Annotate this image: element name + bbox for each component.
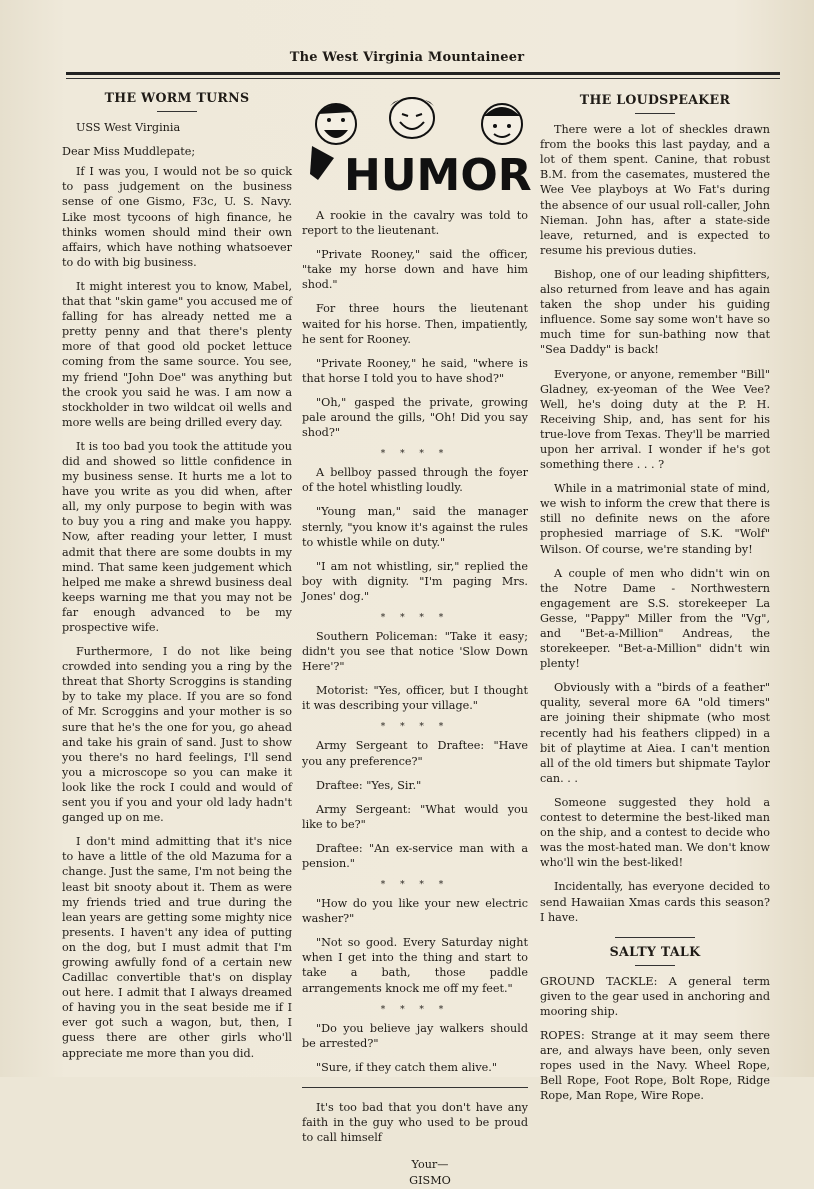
signature-block (332, 1157, 528, 1189)
header-rule (66, 72, 780, 75)
salty-talk-heading: SALTY TALK (609, 943, 701, 959)
joke-line: "Private Rooney," he said, "where is that horse I told you to have shod?" (302, 356, 528, 385)
joke-line: "Sure, if they catch them alive." (316, 1060, 497, 1074)
news-paragraph: While in a matrimonial state of mind, we wish to inform the crew that there is still no definite news on the afore prophesied marriage of S.K. "Wolf" Wilson. Of course, we're standing by! (540, 482, 770, 556)
separator-stars: * * * * (380, 612, 450, 623)
joke-line: "Oh," gasped the private, growing pale around the gills, "Oh! Did you say shod?" (302, 395, 528, 440)
joke-line: Army Sergeant to Draftee: "Have you any preference?" (302, 739, 528, 768)
humor-column (302, 208, 528, 1189)
news-paragraph: Incidentally, has everyone decided to send Hawaiian Xmas cards this season? I have. (540, 880, 770, 924)
letter-paragraph: It is too bad you took the attitude you did and showed so little confidence in my business sense. It hurts me a lot to have you write as you did when, after all, my only purpose to begin with was to buy you a ring and make you happy. Now, after reading your letter, I must admit that there are some doubts in my mind. That same keen judgement which helped me make a shrewd business deal keeps warning me that you may not be far enough advanced to be my prospective wife. (62, 439, 292, 634)
letter-paragraph: It might interest you to know, Mabel, that that "skin game" you accused me of falling for has already netted me a pretty penny and that there's plenty more of that good old pocket lettuce coming from the same source. You see, my friend "John Doe" was anything but the crook you said he was. I am now a stockholder in two wildcat oil wells and more wells are being drilled every day. (62, 279, 292, 429)
news-paragraph: There were a lot of sheckles drawn from the books this last payday, and a lot of them spent. Canine, that robust B.M. from the casemates, mustered the Wee Vee playboys at Wo Fat's during the absence of our usual roll-caller, John Nieman. John has, after a state-side leave, returned, and is expected to resume his previous duties. (540, 123, 770, 257)
separator-stars: * * * * (380, 722, 450, 733)
signoff: Your— (411, 1158, 449, 1172)
joke-line: "How do you like your new electric washer?" (302, 897, 528, 926)
joke-line: "Not so good. Every Saturday night when I get into the thing and start to take a bath, those paddle arrangements knock me off my feet." (302, 936, 528, 995)
loudspeaker-heading: THE LOUDSPEAKER (579, 92, 731, 107)
heading-rule (635, 113, 675, 114)
news-paragraph: A couple of men who didn't win on the Notre Dame - Northwestern engagement are S.S. storekeeper La Gesse, "Pappy" Miller from the "Vg", and "Bet-a-Million" Andreas, the storekeeper. "Bet-a-Million" didn't win plenty! (540, 566, 770, 671)
heading-rule (157, 111, 197, 112)
letter-paragraph: I don't mind admitting that it's nice to have a little of the old Mazuma for a change. Just the same, I'm not being the least bit snooty about it. Them as were my friends tried and true during the lean years are getting some mighty nice presents. I haven't any idea of putting on the dog, but I must admit that I'm growing awfully fond of a certain new Cadillac convertible that's on display out here. I admit that I always dreamed of having you in the seat beside me if I ever got such a wagon, but, then, I guess there are other girls who'll appreciate me more than you did. (62, 835, 292, 1060)
letter-closing: It's too bad that you don't have any faith in the guy who used to be proud to call himself (302, 1100, 528, 1145)
smiling-face-icon (482, 104, 522, 144)
joke-line: For three hours the lieutenant waited for his horse. Then, impatiently, he sent for Rooney. (302, 302, 528, 346)
news-paragraph: Obviously with a "birds of a feather" quality, several more 6A "old timers" are joining their shipmate (who most recently had his feathers clipped) in a bit of playtime at Aiea. I can't mention all of the old timers but shipmate Taylor can. . . (540, 681, 770, 785)
joke-line: Army Sergeant: "What would you like to be?" (302, 802, 528, 831)
news-paragraph: Someone suggested they hold a contest to determine the best-liked man on the ship, and a contest to decide who was the most-hated man. We don't know who'll win the best-liked! (540, 795, 770, 870)
joke-line: "Do you believe jay walkers should be arrested?" (302, 1021, 528, 1050)
section-divider (302, 1087, 528, 1088)
joke-line: A rookie in the cavalry was told to report to the lieutenant. (302, 209, 528, 238)
worm-turns-heading: THE WORM TURNS (104, 90, 250, 105)
separator-stars: * * * * (380, 449, 450, 460)
masthead: The West Virginia Mountaineer (289, 50, 525, 65)
grinning-sailor-icon (390, 97, 434, 138)
separator-stars: * * * * (380, 1004, 450, 1015)
loudspeaker-column (540, 92, 770, 1113)
joke-line: Motorist: "Yes, officer, but I thought it was describing your village." (302, 684, 528, 713)
separator-stars: * * * * (380, 880, 450, 891)
joke-line: "I am not whistling, sir," replied the boy with dignity. "I'm paging Mrs. Jones' dog." (302, 559, 528, 603)
heading-rule (635, 965, 675, 966)
joke-line: A bellboy passed through the foyer of the hotel whistling loudly. (302, 466, 528, 495)
joke-line: Draftee: "Yes, Sir." (316, 778, 422, 792)
joke-line: "Young man," said the manager sternly, "you know it's against the rules to whistle while on duty." (302, 505, 528, 549)
news-paragraph: Everyone, or anyone, remember "Bill" Gladney, ex-yeoman of the Wee Vee? Well, he's doing duty at the P. H. Receiving Ship, and, has sent for his true-love from Texas. They'll be married upon her arrival. I wonder if he's got something there . . . ? (540, 367, 770, 472)
joke-line: Draftee: "An ex-service man with a pension." (302, 841, 528, 870)
dateline: USS West Virginia (76, 121, 181, 135)
joke-line: Southern Policeman: "Take it easy; didn't you see that notice 'Slow Down Here'?" (302, 629, 528, 674)
signature: GISMO (409, 1174, 451, 1188)
humor-illustration (306, 88, 534, 200)
glossary-entry: ROPES: Strange at it may seem there are, and always have been, only seven ropes used in the Navy. Wheel Rope, Bell Rope, Foot Rope, Bolt Rope, Ridge Rope, Man Rope, Wire Rope. (540, 1029, 770, 1103)
header-rule-thin (66, 78, 780, 79)
letter-paragraph: If I was you, I would not be so quick to pass judgement on the business sense of one Gismo, F3c, U. S. Navy. Like most tycoons of high finance, he thinks women should mind their own affairs, which have nothing whatsoever to do with big business. (62, 165, 292, 269)
humor-word: HUMOR (344, 150, 532, 200)
glossary-entry: GROUND TACKLE: A general term given to the gear used in anchoring and mooring ship. (540, 974, 770, 1018)
worm-turns-column (62, 88, 292, 1070)
salutation: Dear Miss Muddlepate; (62, 145, 196, 159)
section-rule (615, 937, 695, 938)
joke-line: "Private Rooney," said the officer, "take my horse down and have him shod." (302, 248, 528, 292)
news-paragraph: Bishop, one of our leading shipfitters, also returned from leave and has again taken the shop under his guiding influence. Some say some won't have so much time for sun-bathing now that "Sea Daddy" is back! (540, 267, 770, 357)
letter-paragraph: Furthermore, I do not like being crowded into sending you a ring by the threat that Shorty Scroggins is standing by to take my place. If you are so fond of Mr. Scroggins and your mother is so sure that he's the one for you, go ahead and take his grain of sand. Just to show you there's no hard feelings, I'll send you a microscope so you can make it look like the rock I could and would of sent you if you and your old lady hadn't ganged up on me. (62, 645, 292, 825)
